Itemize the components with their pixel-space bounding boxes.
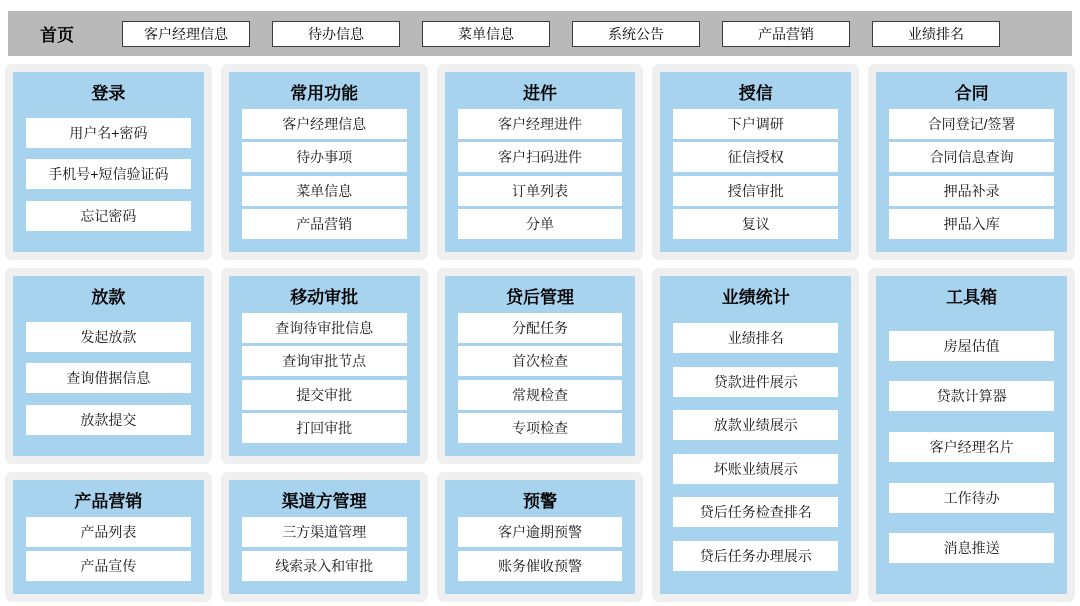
menu-item-button[interactable]: 忘记密码 <box>26 201 191 231</box>
section-card-performance-stats <box>652 268 859 602</box>
section-items <box>673 106 838 242</box>
section-panel-credit <box>660 72 851 252</box>
section-panel-warning <box>445 480 636 594</box>
menu-item-button[interactable]: 发起放款 <box>26 322 191 352</box>
section-title: 常用功能 <box>290 84 359 103</box>
menu-item-button[interactable]: 订单列表 <box>458 176 623 206</box>
section-items <box>26 514 191 584</box>
section-title: 产品营销 <box>74 492 143 511</box>
topbar-button[interactable]: 待办信息 <box>272 21 400 47</box>
menu-item-button[interactable]: 客户经理名片 <box>889 432 1054 462</box>
section-items <box>458 106 623 242</box>
section-panel-disbursement <box>13 276 204 456</box>
menu-item-button[interactable]: 押品补录 <box>889 176 1054 206</box>
topbar-button[interactable]: 系统公告 <box>572 21 700 47</box>
menu-item-button[interactable]: 坏账业绩展示 <box>673 454 838 484</box>
section-panel-performance-stats <box>660 276 851 594</box>
section-items <box>889 310 1054 584</box>
menu-item-button[interactable]: 打回审批 <box>242 413 407 443</box>
section-card-channel-management <box>221 472 428 602</box>
section-card-post-loan <box>437 268 644 464</box>
section-card-disbursement <box>5 268 212 464</box>
menu-item-button[interactable]: 客户经理进件 <box>458 109 623 139</box>
menu-item-button[interactable]: 房屋估值 <box>889 331 1054 361</box>
menu-item-button[interactable]: 三方渠道管理 <box>242 517 407 547</box>
menu-item-button[interactable]: 查询借据信息 <box>26 363 191 393</box>
topbar-button[interactable]: 客户经理信息 <box>122 21 250 47</box>
topbar <box>8 11 1072 56</box>
section-card-mobile-approval <box>221 268 428 464</box>
menu-item-button[interactable]: 放款业绩展示 <box>673 410 838 440</box>
section-title: 合同 <box>954 84 989 103</box>
menu-item-button[interactable]: 待办事项 <box>242 142 407 172</box>
section-panel-mobile-approval <box>229 276 420 456</box>
menu-item-button[interactable]: 产品列表 <box>26 517 191 547</box>
menu-item-button[interactable]: 手机号+短信验证码 <box>26 159 191 189</box>
section-items <box>458 514 623 584</box>
topbar-button[interactable]: 菜单信息 <box>422 21 550 47</box>
menu-item-button[interactable]: 消息推送 <box>889 533 1054 563</box>
menu-item-button[interactable]: 合同登记/签署 <box>889 109 1054 139</box>
section-card-contract <box>868 64 1075 260</box>
menu-item-button[interactable]: 贷款计算器 <box>889 381 1054 411</box>
section-items <box>458 310 623 446</box>
menu-item-button[interactable]: 查询审批节点 <box>242 346 407 376</box>
menu-item-button[interactable]: 押品入库 <box>889 209 1054 239</box>
section-panel-common-functions <box>229 72 420 252</box>
menu-item-button[interactable]: 下户调研 <box>673 109 838 139</box>
menu-item-button[interactable]: 分单 <box>458 209 623 239</box>
menu-item-button[interactable]: 用户名+密码 <box>26 118 191 148</box>
menu-item-button[interactable]: 贷后任务办理展示 <box>673 541 838 571</box>
section-card-intake <box>437 64 644 260</box>
topbar-button[interactable]: 产品营销 <box>722 21 850 47</box>
menu-item-button[interactable]: 查询待审批信息 <box>242 313 407 343</box>
menu-item-button[interactable]: 业绩排名 <box>673 323 838 353</box>
section-items <box>242 514 407 584</box>
menu-item-button[interactable]: 常规检查 <box>458 380 623 410</box>
section-panel-post-loan <box>445 276 636 456</box>
section-title: 工具箱 <box>946 288 998 307</box>
section-card-product-marketing <box>5 472 212 602</box>
section-items <box>673 310 838 584</box>
menu-item-button[interactable]: 菜单信息 <box>242 176 407 206</box>
menu-item-button[interactable]: 放款提交 <box>26 405 191 435</box>
section-card-credit <box>652 64 859 260</box>
section-panel-contract <box>876 72 1067 252</box>
section-panel-toolbox <box>876 276 1067 594</box>
menu-item-button[interactable]: 首次检查 <box>458 346 623 376</box>
section-panel-intake <box>445 72 636 252</box>
menu-item-button[interactable]: 产品宣传 <box>26 551 191 581</box>
section-title: 渠道方管理 <box>281 492 367 511</box>
section-title: 授信 <box>738 84 773 103</box>
menu-item-button[interactable]: 专项检查 <box>458 413 623 443</box>
section-card-warning <box>437 472 644 602</box>
topbar-button[interactable]: 业绩排名 <box>872 21 1000 47</box>
section-card-common-functions <box>221 64 428 260</box>
menu-item-button[interactable]: 产品营销 <box>242 209 407 239</box>
section-card-toolbox <box>868 268 1075 602</box>
section-panel-login <box>13 72 204 252</box>
section-panel-product-marketing <box>13 480 204 594</box>
sections-grid <box>5 64 1075 602</box>
section-items <box>889 106 1054 242</box>
section-title: 进件 <box>522 84 557 103</box>
menu-item-button[interactable]: 提交审批 <box>242 380 407 410</box>
section-title: 预警 <box>522 492 557 511</box>
section-title: 放款 <box>91 288 126 307</box>
section-items <box>242 310 407 446</box>
menu-item-button[interactable]: 客户经理信息 <box>242 109 407 139</box>
menu-item-button[interactable]: 分配任务 <box>458 313 623 343</box>
topbar-nav <box>122 21 1000 47</box>
section-card-login <box>5 64 212 260</box>
section-title: 移动审批 <box>290 288 359 307</box>
section-items <box>26 310 191 446</box>
menu-item-button[interactable]: 合同信息查询 <box>889 142 1054 172</box>
menu-item-button[interactable]: 复议 <box>673 209 838 239</box>
menu-item-button[interactable]: 工作待办 <box>889 483 1054 513</box>
menu-item-button[interactable]: 线索录入和审批 <box>242 551 407 581</box>
menu-item-button[interactable]: 客户逾期预警 <box>458 517 623 547</box>
section-title: 业绩统计 <box>721 288 790 307</box>
section-title: 登录 <box>91 84 126 103</box>
menu-item-button[interactable]: 客户扫码进件 <box>458 142 623 172</box>
menu-item-button[interactable]: 贷款进件展示 <box>673 367 838 397</box>
menu-item-button[interactable]: 贷后任务检查排名 <box>673 497 838 527</box>
section-title: 贷后管理 <box>505 288 574 307</box>
menu-item-button[interactable]: 授信审批 <box>673 176 838 206</box>
section-items <box>26 106 191 242</box>
home-label: 首页 <box>40 26 74 45</box>
menu-item-button[interactable]: 账务催收预警 <box>458 551 623 581</box>
menu-item-button[interactable]: 征信授权 <box>673 142 838 172</box>
section-panel-channel-management <box>229 480 420 594</box>
section-items <box>242 106 407 242</box>
